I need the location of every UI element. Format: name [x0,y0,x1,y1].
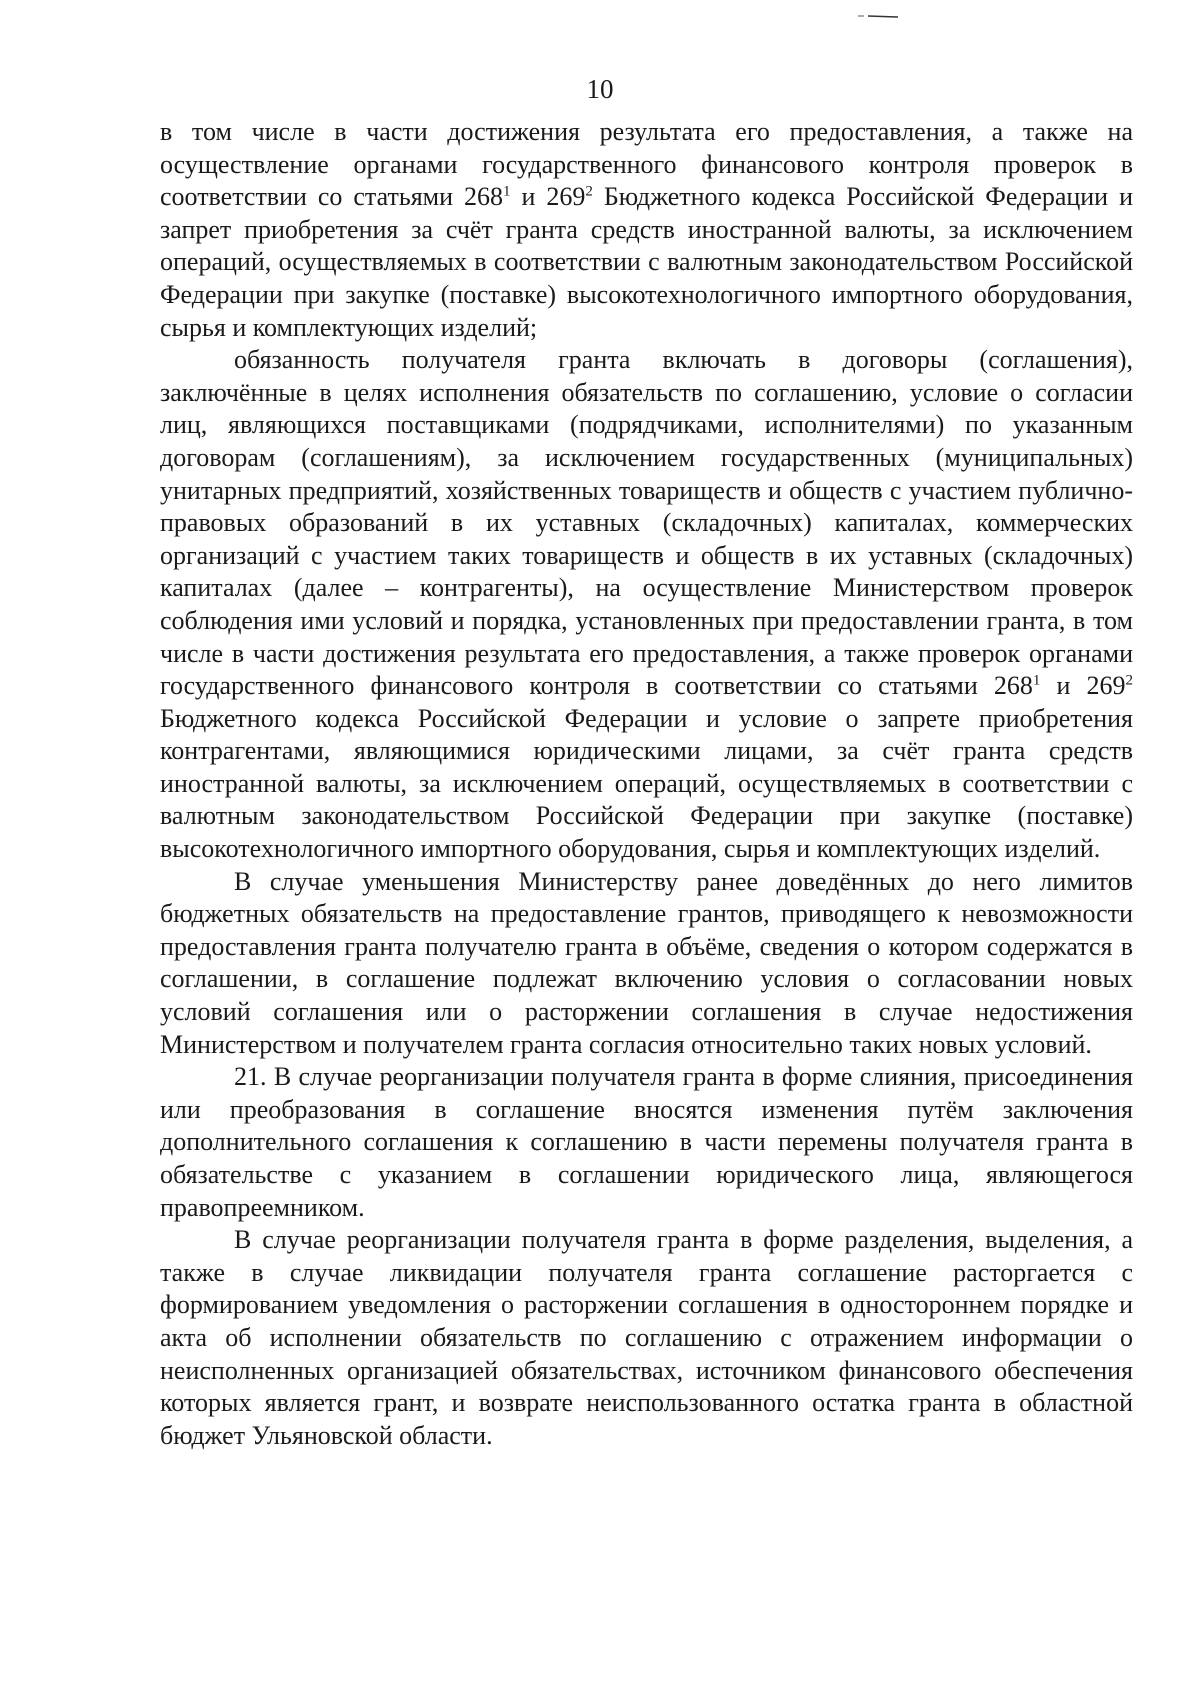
superscript-index: 2 [1125,672,1134,689]
paragraph-text: в том числе в части достижения результата его предоставления, а также на осуществление органами государственного финансового контроля проверок в соответствии со статьями 268 [160,117,1133,212]
paragraph [160,344,1133,866]
paragraph-text: Бюджетного кодекса Российской Федерации и условие о запрете приобретения контрагентами, являющимися юридическими лицами, за счёт гранта средств иностранной валюты, за исключением операций, осуществляемых в соответствии с валютным законодательством Российской Федерации при закупке (поставке) высокотехнологичного импортного оборудования, сырья и комплектующих изделий. [160,703,1133,864]
paragraph-text: и 269 [1040,671,1126,701]
paragraph-text: Бюджетного кодекса Российской Федерации и запрет приобретения за счёт гранта средств иностранной валюты, за исключением операций, осуществляемых в соответствии с валютным законодательством Российской Федерации при закупке (поставке) высокотехнологичного импортного оборудования, сырья и комплектующих изделий; [160,182,1133,342]
paragraph-text: В случае уменьшения Министерству ранее доведённых до него лимитов бюджетных обязательств на предоставление грантов, приводящего к невозможности предоставления гранта получателю гранта в объёме, сведения о котором содержатся в соглашении, в соглашение подлежат включению условия о согласовании новых условий соглашения или о расторжении соглашения в случае недостижения Министерством и получателем гранта согласия относительно таких новых условий. [160,866,1133,1059]
paragraph [160,866,1133,1062]
paragraph [160,1061,1133,1224]
paragraph-text: обязанность получателя гранта включать в договоры (соглашения), заключённые в целях исполнения обязательств по соглашению, условие о согласии лиц, являющихся поставщиками (подрядчиками, исполнителями) по указанным договорам (соглашениям), за исключением государственных (муниципальных) унитарных предприятий, хозяйственных товариществ и обществ с участием публично-правовых образований в их уставных (складочных) капиталах, коммерческих организаций с участием таких товариществ и обществ в их уставных (складочных) капиталах (далее – контрагенты), на осуществление Министерством проверок соблюдения ими условий и порядка, установленных при предоставлении гранта, в том числе в части достижения результата его предоставления, а также проверок органами государственного финансового контроля в соответствии со статьями 268 [160,345,1133,701]
superscript-index: 1 [1032,672,1041,689]
paragraph [160,116,1133,344]
paragraph-text: В случае реорганизации получателя гранта в форме разделения, выделения, а также в случае ликвидации получателя гранта соглашение расторгается с формированием уведомления о расторжении соглашения в одностороннем порядке и акта об исполнении обязательств по соглашению с отражением информации о неисполненных организацией обязательствах, источником финансового обеспечения которых является грант, и возврате неиспользованного остатка гранта в областной бюджет Ульяновской области. [160,1225,1133,1450]
document-body [160,116,1133,1452]
paragraph-text: 21. В случае реорганизации получателя гранта в форме слияния, присоединения или преобразования в соглашение вносятся изменения путём заключения дополнительного соглашения к соглашению в части перемены получателя гранта в обязательстве с указанием в соглашении юридического лица, являющегося правопреемником. [160,1062,1133,1222]
superscript-index: 2 [585,183,593,200]
scan-artifact-mark [858,14,898,18]
superscript-index: 1 [503,183,511,200]
paragraph-text: и 269 [510,182,586,212]
page-number: 10 [586,74,614,104]
paragraph [160,1224,1133,1452]
